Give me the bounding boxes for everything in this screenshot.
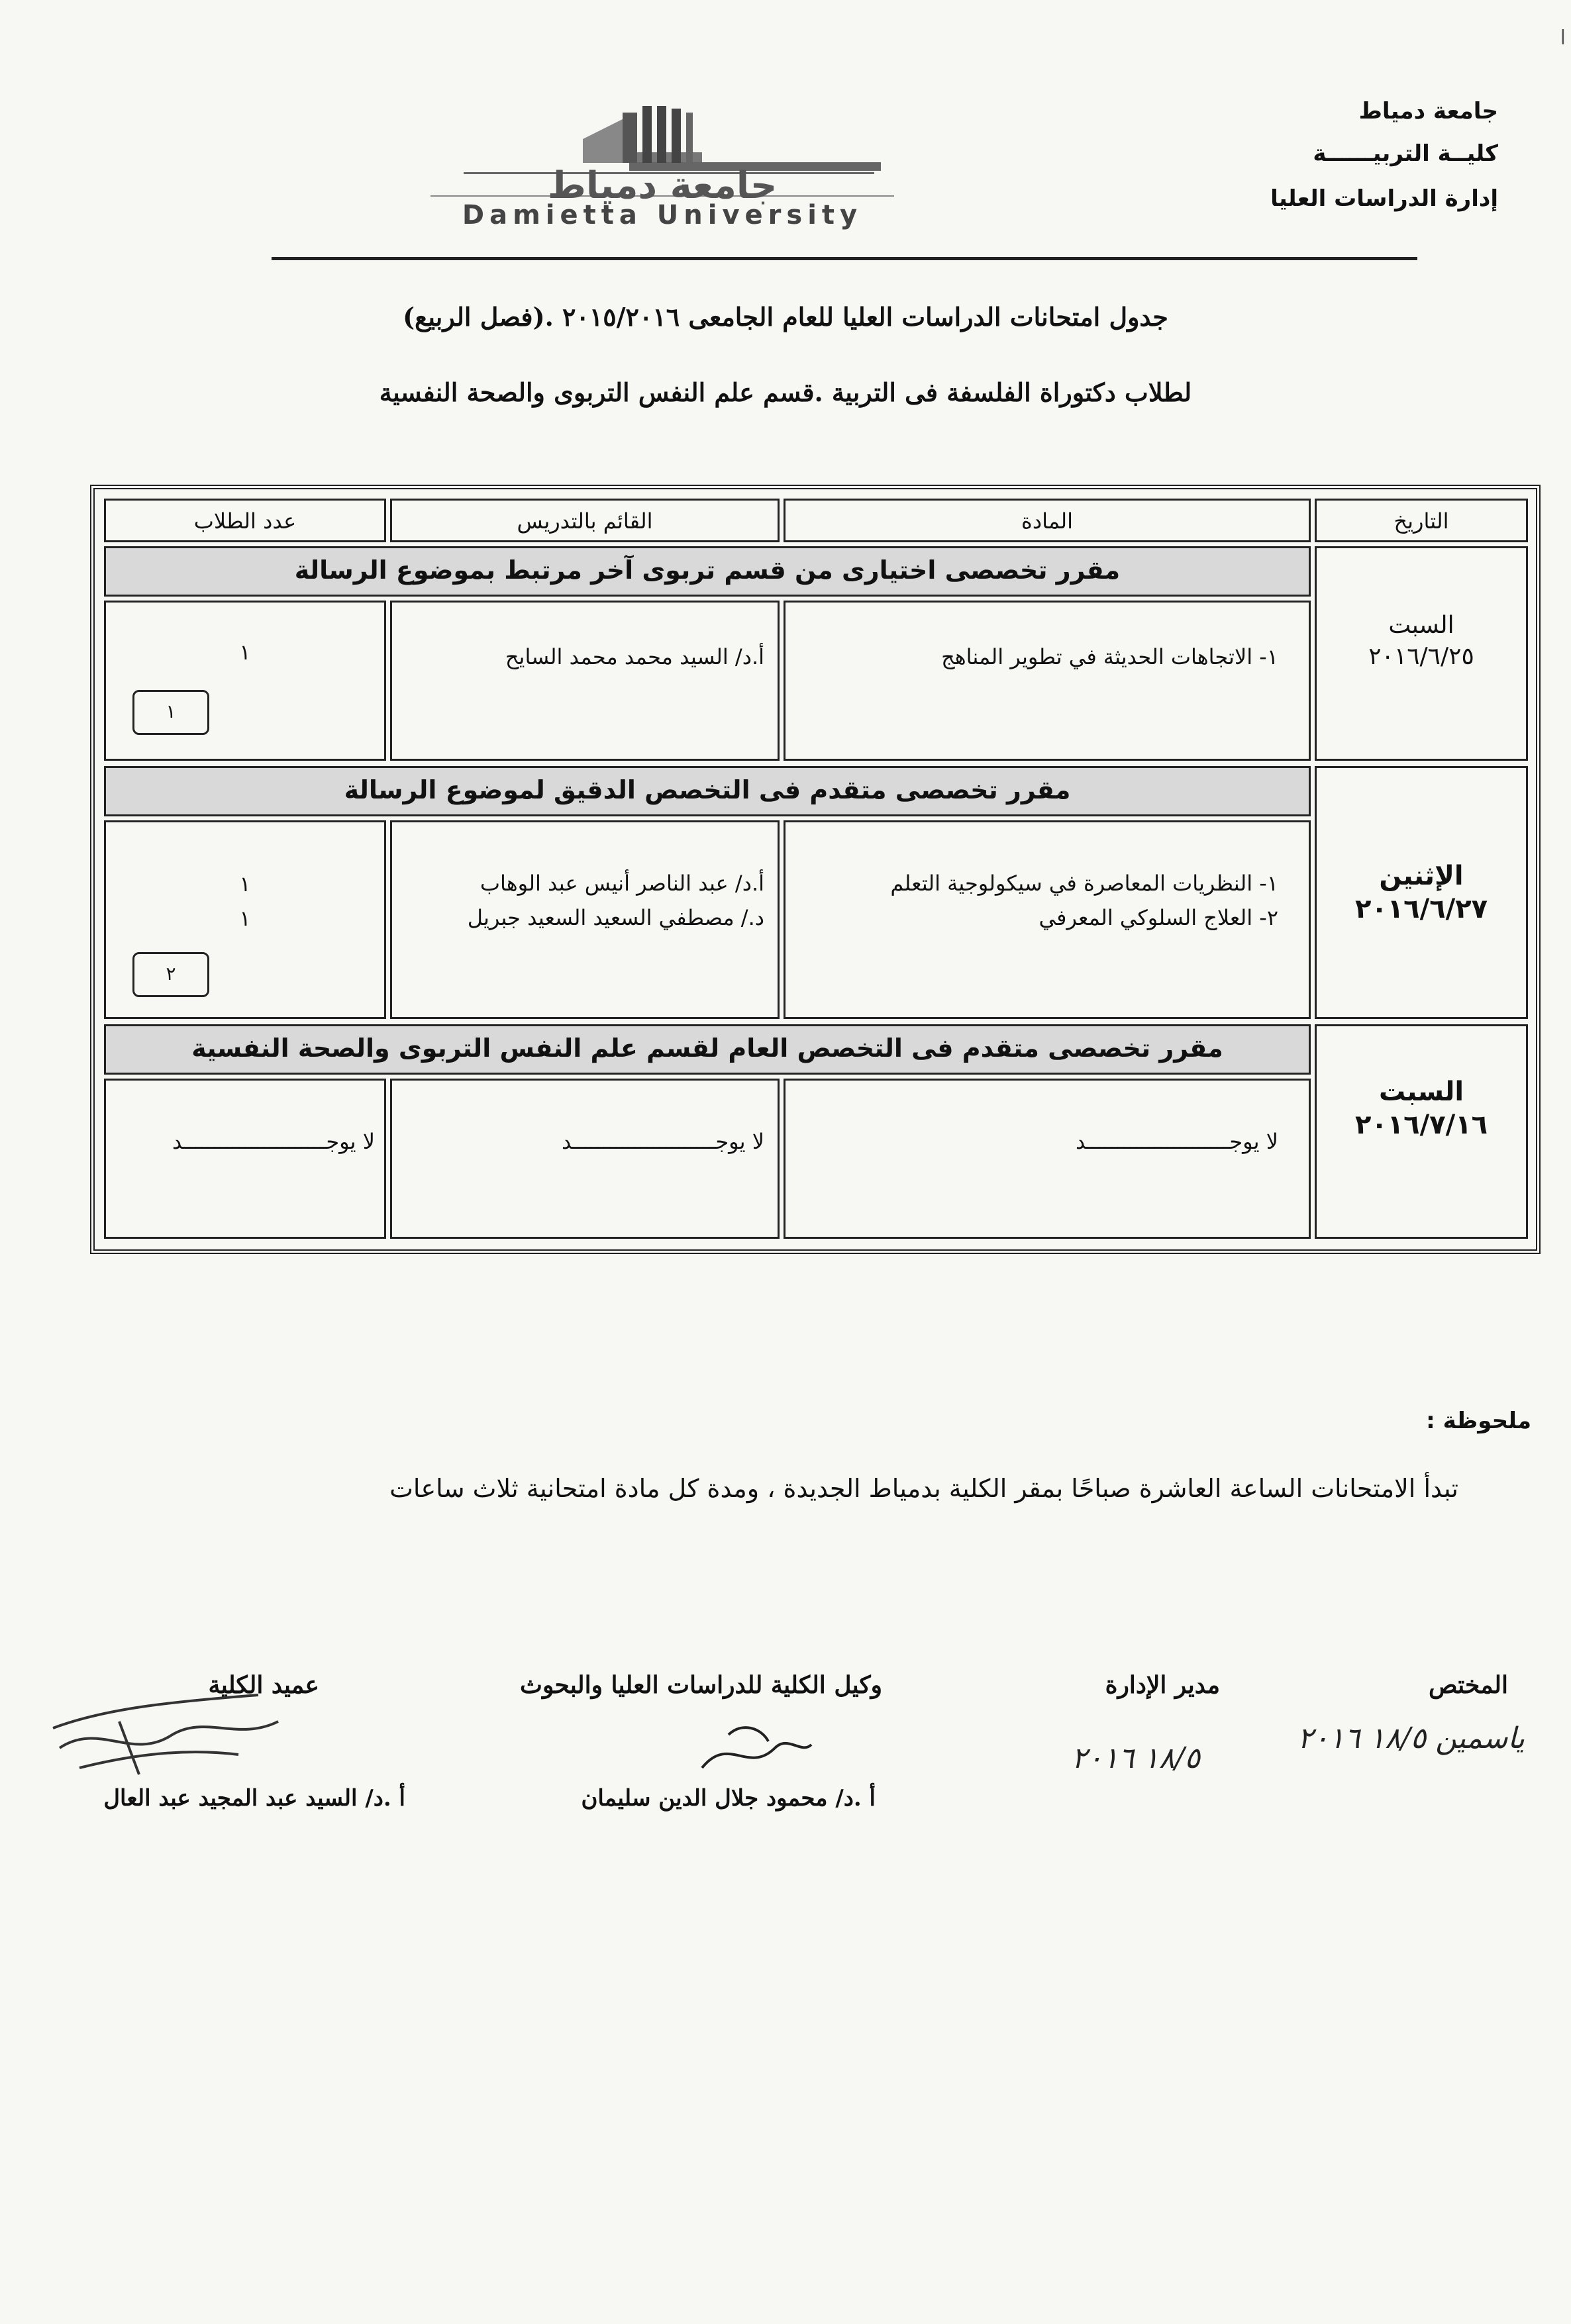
section-3-teacher-cell: [390, 1079, 780, 1239]
section-1-teacher-cell: [390, 601, 780, 761]
schedule-title: جدول امتحانات الدراسات العليا للعام الجامعى ٢٠١٥/٢٠١٦ .(فصل الربيع): [403, 302, 1168, 332]
section-3-teacher-none: لا يوجـــــــــــــــــــــــد: [561, 1129, 764, 1154]
section-1-teacher-1: أ.د/ السيد محمد محمد السايح: [505, 644, 764, 669]
section-2-band: مقرر تخصصى متقدم فى التخصص الدقيق لموضوع الرسالة: [104, 766, 1311, 816]
university-logo: [424, 99, 901, 232]
section-1-date: ٢٠١٦/٦/٢٥: [1368, 643, 1474, 670]
edge-mark: ا: [1560, 26, 1566, 50]
section-2-teacher-2: د./ مصطفي السعيد السعيد جبريل: [467, 905, 764, 930]
section-2-day: الإثنين: [1379, 861, 1464, 891]
section-2-date-cell: [1315, 766, 1528, 1019]
section-3-day: السبت: [1378, 1077, 1464, 1107]
exam-schedule-table: [90, 485, 1541, 1254]
dean-signature-icon: [40, 1682, 318, 1788]
header-date: التاريخ: [1315, 499, 1528, 542]
section-3-count-none: لا يوجـــــــــــــــــــــــد: [172, 1129, 375, 1154]
logo-english-wordmark: Damietta University: [462, 200, 863, 230]
header-students: عدد الطلاب: [104, 499, 386, 542]
section-1-total-box: ١: [132, 690, 209, 735]
logo-arabic-wordmark: جامعة دمياط: [547, 164, 778, 207]
header-teacher: القائم بالتدريس: [390, 499, 780, 542]
section-3-date: ٢٠١٦/٧/١٦: [1354, 1110, 1488, 1140]
section-3-subject-none: لا يوجـــــــــــــــــــــــد: [1075, 1129, 1278, 1154]
section-1-count-1: ١: [239, 640, 251, 665]
section-2-subject-2: ٢- العلاج السلوكي المعرفي: [1039, 905, 1278, 930]
org-department: إدارة الدراسات العليا: [1270, 185, 1498, 212]
section-1-subject-1: ١- الاتجاهات الحديثة في تطوير المناهج: [941, 644, 1278, 669]
note-text: تبدأ الامتحانات الساعة العاشرة صباحًا بمقر الكلية بدمياط الجديدة ، ومدة كل مادة امتحانية ثلاث ساعات: [389, 1474, 1458, 1503]
header-divider: [272, 257, 1417, 260]
section-3-count-cell: [104, 1079, 386, 1239]
section-2-date: ٢٠١٦/٦/٢٧: [1354, 894, 1488, 924]
header-subject: المادة: [784, 499, 1311, 542]
section-1-day: السبت: [1388, 612, 1454, 639]
section-3-date-cell: [1315, 1024, 1528, 1239]
vice-dean-title: وكيل الكلية للدراسات العليا والبحوث: [520, 1671, 882, 1699]
section-2-subject-cell: [784, 820, 1311, 1019]
section-2-count-2: ١: [239, 906, 251, 931]
specialist-handwritten: ياسمين ١٨/٥ ٢٠١٦: [1297, 1721, 1525, 1755]
vice-dean-name: أ .د/ محمود جلال الدين سليمان: [581, 1785, 876, 1812]
section-2-subject-1: ١- النظريات المعاصرة في سيكولوجية التعلم: [890, 871, 1278, 896]
manager-title: مدير الإدارة: [1105, 1671, 1220, 1699]
dean-name: أ .د/ السيد عبد المجيد عبد العال: [103, 1785, 405, 1812]
section-1-band: مقرر تخصصى اختيارى من قسم تربوى آخر مرتبط بموضوع الرسالة: [104, 546, 1311, 597]
vice-dean-signature-icon: [689, 1708, 821, 1781]
section-3-subject-cell: [784, 1079, 1311, 1239]
specialist-title: المختص: [1429, 1671, 1508, 1699]
dean-title: عميد الكلية: [208, 1671, 319, 1699]
section-2-total-box: ٢: [132, 952, 209, 997]
schedule-subtitle: لطلاب دكتوراة الفلسفة فى التربية .قسم علم النفس التربوى والصحة النفسية: [379, 377, 1192, 407]
section-2-count-1: ١: [239, 871, 251, 896]
section-1-count-cell: [104, 601, 386, 761]
section-2-teacher-cell: [390, 820, 780, 1019]
org-university: جامعة دمياط: [1358, 98, 1498, 124]
org-faculty: كليــة التربيــــــة: [1313, 140, 1498, 167]
note-heading: ملحوظة :: [1426, 1408, 1531, 1434]
manager-handwritten: ١٨/٥ ٢٠١٦: [1071, 1741, 1200, 1775]
section-2-teacher-1: أ.د/ عبد الناصر أنيس عبد الوهاب: [480, 871, 764, 896]
section-1-date-cell: [1315, 546, 1528, 761]
section-3-band: مقرر تخصصى متقدم فى التخصص العام لقسم علم النفس التربوى والصحة النفسية: [104, 1024, 1311, 1075]
section-2-count-cell: [104, 820, 386, 1019]
section-1-subject-cell: [784, 601, 1311, 761]
